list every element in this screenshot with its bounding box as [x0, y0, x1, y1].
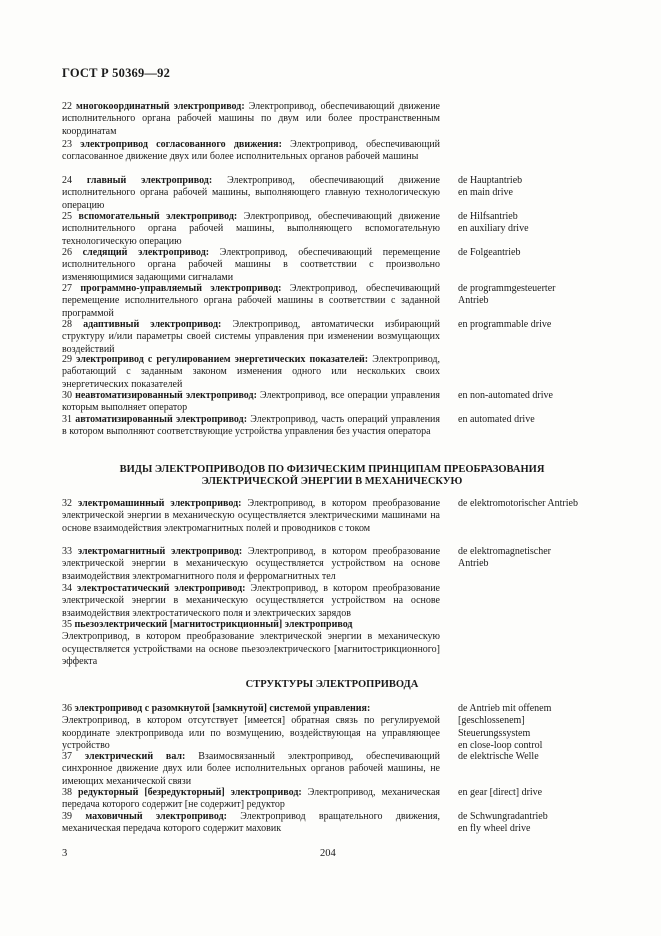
- entry-text: 23 электропривод согласованного движения: Электропривод, обеспечивающий согласованное движение двух или более исполнительных органов рабочей машины: [62, 139, 441, 163]
- term-entry-28: [62, 319, 661, 356]
- foreign-equivalents: de elektromagnetischer Antrieb: [458, 546, 552, 570]
- entry-text: 33 электромагнитный электропривод: Электропривод, в котором преобразование электрической энергии в механическую осуществляется устройством на основе взаимодействия электромагнитного поля и ферромагнитных тел: [62, 546, 441, 582]
- term-entry-33: [62, 546, 661, 583]
- entry-text: 30 неавтоматизированный электропривод: Электропривод, все операции управления которым выполняет оператор: [62, 390, 441, 414]
- entry-text: 32 электромашинный электропривод: Электропривод, в котором преобразование электрической энергии в механическую осуществляется электрическими машинами на основе взаимодействия электромагнитных полей и проводников с током: [62, 498, 441, 534]
- foreign-equivalents: de elektromotorischer Antrieb: [458, 498, 578, 509]
- foreign-equivalents: de programmgesteuerter Antrieb: [458, 283, 556, 307]
- term-entry-27: [62, 283, 661, 320]
- term-entry-38: [62, 787, 661, 812]
- entry-text: 28 адаптивный электропривод: Электропривод, автоматически избирающий структуру и/или параметры своей системы управления при изменении возмущающих воздействий: [62, 319, 441, 355]
- foreign-equivalents: en gear [direct] drive: [458, 787, 543, 798]
- foreign-equivalents: de Hilfsantrieb en auxiliary drive: [458, 211, 529, 235]
- foreign-equivalents: en programmable drive: [458, 319, 552, 330]
- entry-text: 37 электрический вал: Взаимосвязанный электропривод, обеспечивающий синхронное движение двух или более исполнительных органов рабочей машины, не имеющих механической связи: [62, 751, 440, 787]
- term-entry-30: [62, 390, 661, 415]
- term-entry-24: [62, 175, 661, 212]
- foreign-equivalents: de Folgeantrieb: [458, 247, 521, 258]
- entry-text: 25 вспомогательный электропривод: Электропривод, обеспечивающий движение исполнительного органа рабочей машины, выполняющего вспомогательную технологическую операцию: [62, 211, 440, 247]
- page-number: 204: [320, 848, 336, 859]
- term-entry-26: [62, 247, 661, 284]
- term-entry-32: [62, 498, 661, 535]
- section-heading: СТРУКТУРЫ ЭЛЕКТРОПРИВОДА: [245, 679, 419, 690]
- term-entry-23: [62, 139, 661, 164]
- entry-text: 31 автоматизированный электропривод: Электропривод, часть операций управления в котором выполняют соответствующие устройства управления без участия оператора: [62, 414, 441, 438]
- foreign-equivalents: de elektrische Welle: [458, 751, 539, 762]
- entry-text: 29 электропривод с регулированием энергетических показателей: Электропривод, работающий с заданным законом изменения одного или нескольких своих энергетических показателей: [62, 354, 441, 390]
- foreign-equivalents: en non-automated drive: [458, 390, 553, 401]
- entry-text: 22 многокоординатный электропривод: Электропривод, обеспечивающий движение исполнительного органа рабочей машины по двум или более пространственным координатам: [62, 101, 440, 137]
- entry-text: 34 электростатический электропривод: Электропривод, в котором преобразование электрической энергии в механическую осуществляется устройством на основе взаимодействия электростатического поля и электрических зарядов: [62, 583, 440, 619]
- section-heading: ВИДЫ ЭЛЕКТРОПРИВОДОВ ПО ФИЗИЧЕСКИМ ПРИНЦИПАМ ПРЕОБРАЗОВАНИЯ ЭЛЕКТРИЧЕСКОЙ ЭНЕРГИИ В МЕХАНИЧЕСКУЮ: [119, 464, 545, 487]
- term-entry-22: [62, 101, 661, 138]
- term-entry-29: [62, 354, 661, 391]
- term-entry-35: [62, 619, 661, 669]
- entry-text: 35 пьезоэлектрический [магнитострикционный] электропривод Электропривод, в котором преобразование электрической энергии в механическую осуществляется устройствами на основе пьезоэлектрического [магнитострикционного] эффекта: [62, 619, 440, 668]
- foreign-equivalents: en automated drive: [458, 414, 535, 425]
- foreign-equivalents: de Antrieb mit offenem [geschlossenem] Steuerungssystem en close-loop control: [458, 703, 552, 752]
- entry-text: 26 следящий электропривод: Электропривод, обеспечивающий перемещение исполнительного органа рабочей машины в соответствии с произвольно изменяющимися задающими сигналами: [62, 247, 441, 283]
- entry-text: 39 маховичный электропривод: Электропривод вращательного движения, механическая передача которого содержит маховик: [62, 811, 441, 835]
- entry-text: 36 электропривод с разомкнутой [замкнутой] системой управления: Электропривод, в котором отсутствует [имеется] обратная связь по регулируемой координате электропривода или по возмущению, воздействующая на управляющее устройство: [62, 703, 440, 752]
- term-entry-31: [62, 414, 661, 439]
- entry-text: 27 программно-управляемый электропривод: Электропривод, обеспечивающий перемещение исполнительного органа рабочей машины в соответствии с заданной программой: [62, 283, 441, 319]
- term-entry-37: [62, 751, 661, 788]
- foreign-equivalents: de Schwungradantrieb en fly wheel drive: [458, 811, 548, 835]
- entry-text: 24 главный электропривод: Электропривод, обеспечивающий движение исполнительного органа рабочей машины, выполняющего главную технологическую операцию: [62, 175, 440, 211]
- document-header: ГОСТ Р 50369—92: [62, 66, 171, 80]
- term-entry-36: [62, 703, 661, 753]
- term-entry-39: [62, 811, 661, 836]
- foreign-equivalents: de Hauptantrieb en main drive: [458, 175, 523, 199]
- term-entry-25: [62, 211, 661, 248]
- term-entry-34: [62, 583, 661, 620]
- entry-text: 38 редукторный [безредукторный] электропривод: Электропривод, механическая передача которого содержит [не содержит] редуктор: [62, 787, 440, 811]
- footer-left-number: 3: [62, 848, 68, 859]
